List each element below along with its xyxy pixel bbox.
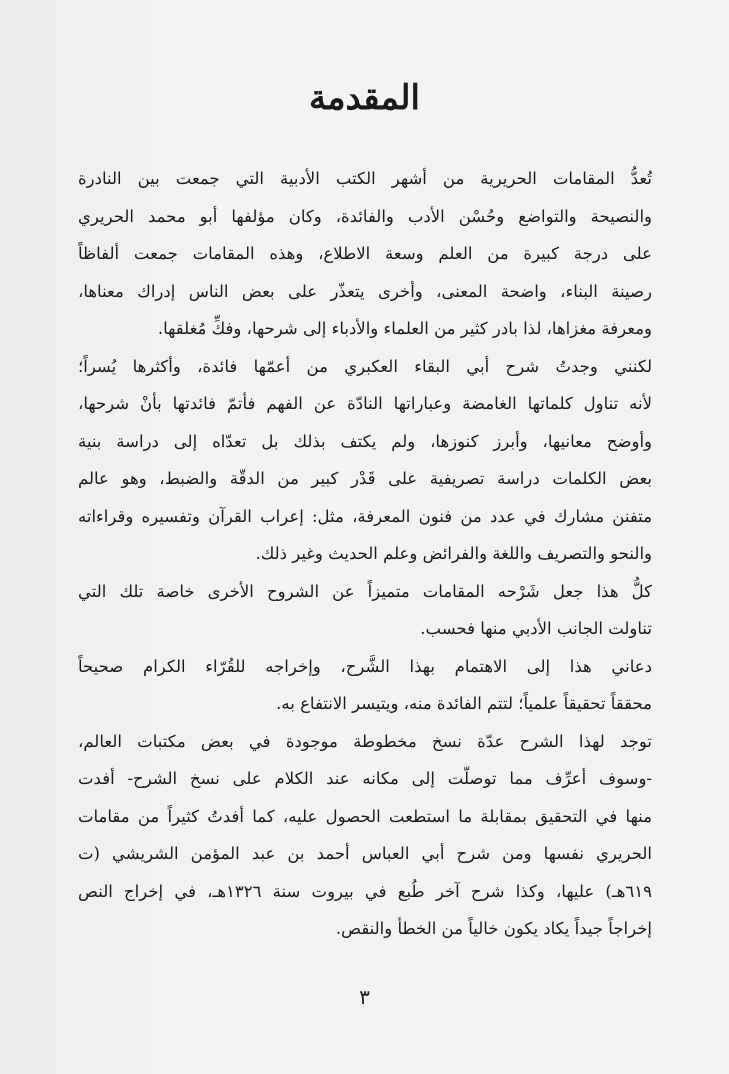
paragraph-1 — [78, 160, 652, 348]
text-line: تُعدُّ المقامات الحريرية من أشهر الكتب الأدبية التي جمعت بين النادرة — [78, 169, 652, 188]
text-line: دعاني هذا إلى الاهتمام بهذا الشَّرح، وإخراجه للقُرّاء الكرام صحيحاً — [78, 656, 652, 676]
text-line: والنحو والتصريف واللغة والفرائض وعلم الحديث وغير ذلك. — [255, 544, 652, 563]
text-line: إخراجاً جيداً يكاد يكون خالياً من الخطأ والنقص. — [335, 919, 652, 938]
text-line: رصينة البناء، واضحة المعنى، وأخرى يتعذّر على بعض الناس إدراك معناها، — [78, 281, 652, 301]
text-line: تناولت الجانب الأدبي منها فحسب. — [420, 619, 652, 638]
body-text — [78, 160, 652, 948]
text-line: ومعرفة مغزاها، لذا بادر كثير من العلماء والأدباء إلى شرحها، وفكِّ مُغلقها. — [157, 319, 652, 338]
text-line: لكنني وجدتُ شرح أبي البقاء العكبري من أعمّها فائدة، وأكثرها يُسراً؛ — [78, 356, 652, 376]
text-line: محققاً تحقيقاً علمياً؛ لتتم الفائدة منه، ويتيسر الانتفاع به. — [276, 694, 652, 713]
text-line: -وسوف أعرِّف مما توصلّت إلى مكانه عند الكلام على نسخ الشرح- أفدت — [78, 769, 652, 788]
text-line: الحريري نفسها ومن شرح أبي العباس أحمد بن عبد المؤمن الشريشي (ت — [78, 844, 652, 863]
paragraph-5 — [78, 723, 652, 948]
text-line: متفنن مشارك في عدد من فنون المعرفة، مثل: إعراب القرآن وتفسيره وقراءاته — [78, 506, 652, 526]
page-title: المقدمة — [309, 78, 420, 118]
paragraph-4 — [78, 648, 652, 723]
text-line: لأنه تناول كلماتها الغامضة وعباراتها النادّة عن الفهم فأتمّ فائدتها بأنْ شرحها، — [78, 394, 652, 413]
text-line: كلُّ هذا جعل شَرْحه المقامات متميزاً عن الشروح الأخرى خاصة تلك التي — [78, 581, 652, 601]
text-line: وأوضح معانيها، وأبرز كنوزها، ولم يكتف بذلك بل تعدّاه إلى دراسة بنية — [78, 431, 652, 451]
paragraph-3 — [78, 573, 652, 648]
paragraph-2 — [78, 348, 652, 573]
text-line: توجد لهذا الشرح عدّة نسخ مخطوطة موجودة في بعض مكتبات العالم، — [78, 731, 652, 751]
text-line: على درجة كبيرة من العلم وسعة الاطلاع، وهذه المقامات جمعت ألفاظاً — [78, 244, 652, 263]
page-number: ٣ — [359, 985, 370, 1009]
text-line: منها في التحقيق بمقابلة ما استطعت الحصول عليه، كما أفدتُ كثيراً من مقامات — [78, 806, 652, 826]
text-line: بعض الكلمات دراسة تصريفية على قَدْر كبير من الدقّة والضبط، وهو عالم — [78, 469, 652, 488]
text-line: والنصيحة والتواضع وحُسْن الأدب والفائدة، وكان مؤلفها أبو محمد الحريري — [78, 206, 652, 226]
text-line: ٦١٩هـ) عليها، وكذا شرح آخر طُبع في بيروت سنة ١٣٢٦هـ، في إخراج النص — [78, 881, 652, 901]
